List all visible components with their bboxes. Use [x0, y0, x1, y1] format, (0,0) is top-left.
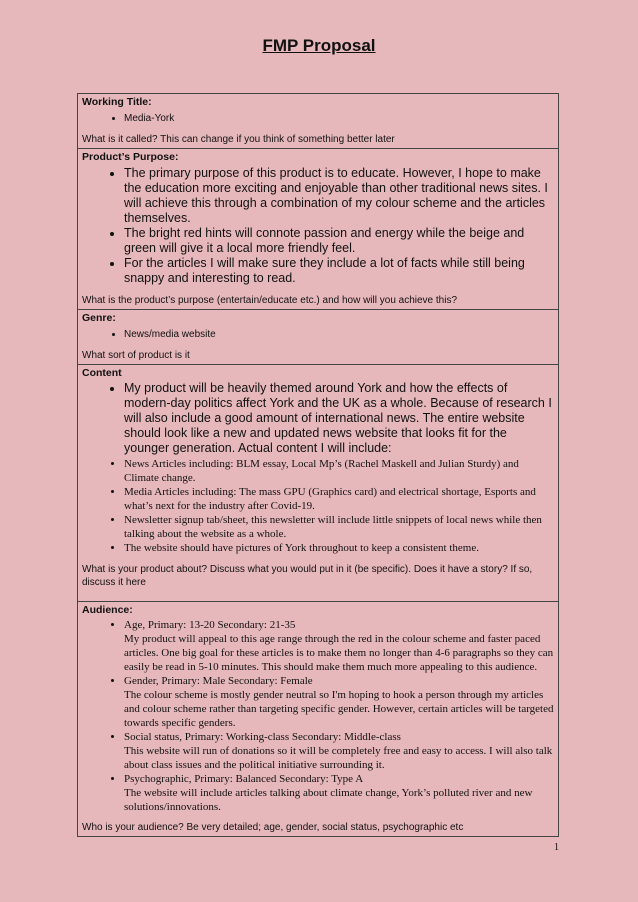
section-prompt: What is the product’s purpose (entertain/educate etc.) and how will you achieve this?: [82, 295, 458, 306]
working-title-section: [78, 94, 558, 149]
genre-section: [78, 310, 558, 365]
section-heading: Genre:: [82, 312, 116, 324]
bullet-list: [82, 166, 554, 286]
audience-detail: The website will include articles talking about climate change, York’s polluted river and new solutions/innovations.: [124, 787, 533, 813]
section-heading: Working Title:: [82, 96, 152, 108]
bullet-list: [82, 112, 554, 126]
section-prompt: Who is your audience? Be very detailed; age, gender, social status, psychographic etc: [82, 822, 464, 833]
list-item: [124, 674, 554, 730]
content-section: [78, 365, 558, 602]
audience-label: Gender, Primary: Male Secondary: Female: [124, 675, 313, 687]
purpose-section: [78, 149, 558, 310]
bullet-list: [82, 618, 554, 814]
list-item: • The website should have pictures of York throughout to keep a consistent theme.: [124, 541, 554, 555]
proposal-table: [77, 93, 559, 837]
page-number: 1: [554, 842, 559, 853]
list-item: • The bright red hints will connote passion and energy while the beige and green will give it a local more friendly feel.: [124, 226, 554, 256]
section-heading: Audience:: [82, 604, 133, 616]
section-prompt: What is your product about? Discuss what you would put in it (be specific). Does it have a story? If so, discuss it here: [82, 564, 533, 588]
section-prompt: What sort of product is it: [82, 350, 190, 361]
list-item: • Media Articles including: The mass GPU (Graphics card) and electrical shortage, Esports and what’s next for the industry after Covid-19.: [124, 485, 554, 513]
audience-detail: My product will appeal to this age range through the red in the colour scheme and faster paced articles. One big goal for these articles is to make them no longer than 4-6 paragraphs so they can easily be read in 5-10 minutes. This should make them much more appealing to this audience.: [124, 633, 554, 673]
section-heading: Content: [82, 367, 122, 379]
bullet-list: [82, 381, 554, 456]
list-item: • Media-York: [124, 112, 554, 126]
bullet-list: [82, 328, 554, 342]
list-item: • Newsletter signup tab/sheet, this newsletter will include little snippets of local news while then talking about the website as a whole.: [124, 513, 554, 541]
page-title: FMP Proposal: [262, 36, 376, 55]
list-item: [124, 772, 554, 814]
list-item: • My product will be heavily themed around York and how the effects of modern-day politics affect York and the UK as a whole. Because of research I will also include a good amount of international news. The entire website should look like a new and updated news website that looks fit for the younger generation. Actual content I will include:: [124, 381, 554, 456]
list-item: • For the articles I will make sure they include a lot of facts while still being snappy and interesting to read.: [124, 256, 554, 286]
audience-section: [78, 602, 558, 836]
bullet-list: [82, 457, 554, 555]
audience-label: Psychographic, Primary: Balanced Secondary: Type A: [124, 773, 364, 785]
audience-label: Social status, Primary: Working-class Secondary: Middle-class: [124, 731, 401, 743]
list-item: • News Articles including: BLM essay, Local Mp’s (Rachel Maskell and Julian Sturdy) and Climate change.: [124, 457, 554, 485]
section-prompt: What is it called? This can change if you think of something better later: [82, 134, 395, 145]
list-item: [124, 618, 554, 674]
section-heading: Product’s Purpose:: [82, 151, 179, 163]
list-item: • The primary purpose of this product is to educate. However, I hope to make the education more exciting and enjoyable than other traditional news sites. I will achieve this through a combination of my colour scheme and the articles themselves.: [124, 166, 554, 226]
audience-detail: The colour scheme is mostly gender neutral so I'm hoping to hook a person through my articles and colour scheme rather than targeting specific gender. However, certain articles will be targeted towards specific genders.: [124, 689, 554, 729]
audience-detail: This website will run of donations so it will be completely free and easy to access. I will also talk about class issues and the political initiative surrounding it.: [124, 745, 553, 771]
list-item: [124, 730, 554, 772]
list-item: • News/media website: [124, 328, 554, 342]
audience-label: Age, Primary: 13-20 Secondary: 21-35: [124, 619, 296, 631]
